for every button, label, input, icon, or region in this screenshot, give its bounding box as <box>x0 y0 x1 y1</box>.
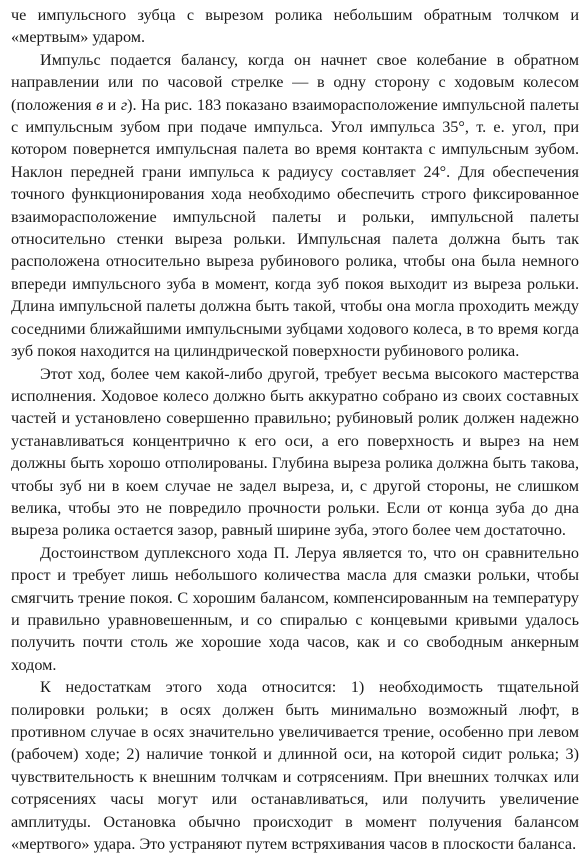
paragraph-text: ). На рис. 183 показано взаиморасположение импульсной палеты с импульсным зубом при подаче импульса. Угол импульса 35°, т. е. угол, при котором повернется импульсная палета во время контакта с импульсным зубом. Наклон передней грани импульса к радиусу составляет 24°. Для обеспечения точного функционирования хода необходимо обеспечить строго фиксированное взаиморасположение импульсной палеты и рольки, импульсной палеты относительно стенки выреза рольки. Импульсная палета должна быть так расположена относительно выреза рубинового ролика, чтобы она была немного впереди импульсного зуба в момент, когда зуб покоя выходит из выреза рольки. Длина импульсной палеты должна быть такой, чтобы она могла проходить между соседними ближайшими импульсными зубцами ходового колеса, в то время когда зуб покоя находится на цилиндрической поверхности рубинового ролика. <box>11 95 579 361</box>
paragraph-text: Этот ход, более чем какой-либо другой, требует весьма высокого мастерства исполнения. Ходовое колесо должно быть аккуратно собрано из своих составных частей и установлено совершенно правильно; рубиновый ролик должен надежно устанавливаться концентрично к его оси, а его поверхность и вырез на нем должны быть хорошо отполированы. Глубина выреза ролика должна быть такова, чтобы зуб ни в коем случае не задел выреза, и, с другой стороны, не слишком велика, чтобы это не повредило прочности рольки. Если от конца зуба до дна выреза ролика остается зазор, равный ширине зуба, этого более чем достаточно. <box>11 364 579 540</box>
paragraph-text: и <box>103 95 121 114</box>
position-label-v: в <box>96 95 104 114</box>
paragraph-disadvantages <box>11 676 579 855</box>
paragraph-advantages <box>11 542 579 676</box>
paragraph-continuation <box>11 4 579 49</box>
position-label-g: г <box>120 95 128 114</box>
paragraph-text: К недостаткам этого хода относится: 1) необходимость тщательной полировки рольки; в осях должен быть минимально возможный люфт, в противном случае в осях значительно увеличивается трение, особенно при левом (рабочем) ходе; 2) наличие тонкой и длинной оси, на которой сидит ролька; 3) чувствительность к внешним толчкам и сотрясениям. При внешних толчках или сотрясениях часы могут или останавливаться, или получить увеличение амплитуды. Остановка обычно происходит в момент получения балансом «мертвого» удара. Это устраняют путем встряхивания часов в плоскости баланса. <box>11 678 579 854</box>
paragraph-impulse <box>11 49 579 363</box>
paragraph-text: Импульс подается балансу, когда он начнет свое колебание в обратном направлении или по часовой стрелке — в одну сторону с ходовым колесом (положения <box>11 50 579 114</box>
paragraph-craftsmanship <box>11 363 579 542</box>
paragraph-text: Достоинством дуплексного хода П. Леруа является то, что он сравнительно прост и требует лишь небольшого количества масла для смазки рольки, чтобы смягчить трение покоя. С хорошим балансом, компенсированным на температуру и правильно уравновешенным, и со спиралью с концевыми кривыми удалось получить почти столь же хорошие хода часов, как и со свободным анкерным ходом. <box>11 543 579 674</box>
paragraph-text: че импульсного зубца с вырезом ролика небольшим обратным толчком и «мертвым» ударом. <box>11 6 579 47</box>
